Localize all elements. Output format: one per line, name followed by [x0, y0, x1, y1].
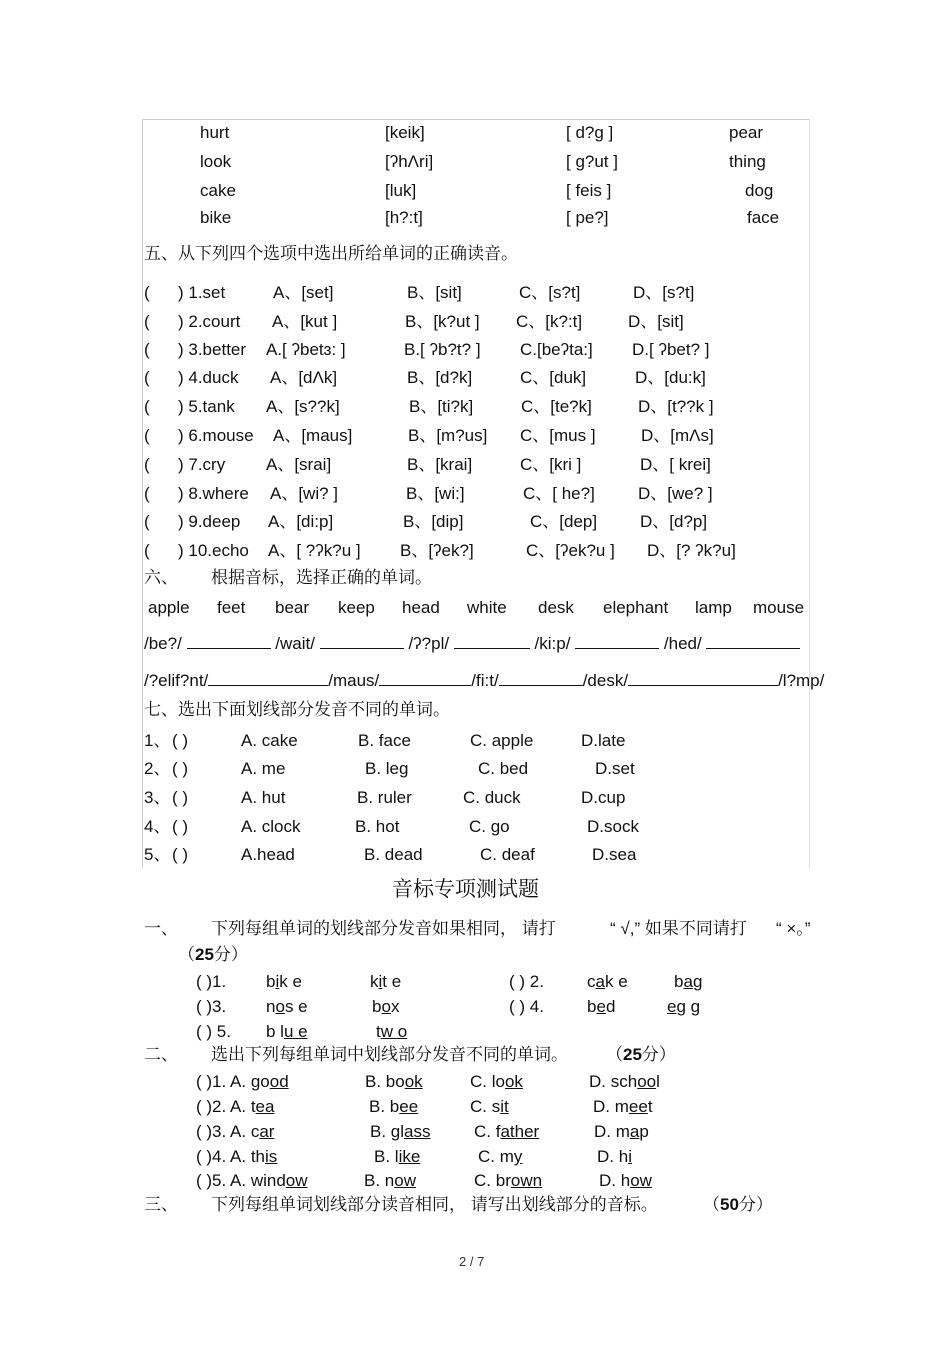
- sec7-number: 3、: [144, 788, 171, 807]
- sec6-word: white: [467, 598, 507, 617]
- sec7-option-d: D.sock: [587, 817, 639, 836]
- sec5-option-a: A、[maus]: [273, 426, 353, 445]
- match-col4-item: dog: [745, 181, 774, 200]
- sec7-option-c: C. go: [469, 817, 510, 836]
- p1-word2: eg g: [667, 997, 701, 1016]
- sec5-option-c: C、[duk]: [520, 368, 587, 387]
- page-number: 2 / 7: [459, 1254, 485, 1269]
- sec5-option-c: C、[ʔek?u ]: [526, 541, 615, 560]
- match-col3-item: [ g?ut ]: [566, 152, 618, 171]
- p2-score: （25分）: [606, 1045, 676, 1064]
- sec6-word: feet: [217, 598, 246, 617]
- match-col1-item: bike: [200, 208, 232, 227]
- sec6-line2: /?elif?nt/ /maus/ /fi:t/ /desk/ /l?mp/: [144, 671, 825, 690]
- sec6-word: apple: [148, 598, 190, 617]
- p1-cross: “ ×。”: [776, 919, 811, 938]
- sec7-option-a: A.head: [241, 845, 295, 864]
- sec5-paren: (: [144, 512, 150, 531]
- p2-question: ( )3. A. car: [196, 1122, 275, 1141]
- sec5-option-c: C.[beʔta:]: [520, 340, 593, 359]
- sec5-paren: (: [144, 426, 150, 445]
- p2-num: 二、: [144, 1045, 178, 1064]
- p3-score: （50分）: [703, 1195, 773, 1214]
- sec5-paren: (: [144, 340, 150, 359]
- sec6-word: desk: [538, 598, 574, 617]
- sec7-option-d: D.set: [595, 759, 635, 778]
- sec7-number: 2、: [144, 759, 171, 778]
- p1-word1: bik e: [266, 972, 302, 991]
- answer-blank[interactable]: [628, 669, 778, 686]
- p1-question: ( )1.: [196, 972, 227, 991]
- p3-num: 三、: [144, 1195, 178, 1214]
- sec5-option-b: B、[d?k]: [407, 368, 473, 387]
- p2-option-c: C. look: [470, 1072, 523, 1091]
- sec5-option-a: A.[ ʔbetɜ: ]: [266, 340, 346, 359]
- p2-option-c: C. brown: [474, 1171, 543, 1190]
- sec7-option-d: D.late: [581, 731, 626, 750]
- sec5-option-d: D、[mΛs]: [641, 426, 714, 445]
- sec7-option-c: C. apple: [470, 731, 534, 750]
- sec5-option-b: B、[ʔek?]: [400, 541, 474, 560]
- sec5-option-d: D.[ ʔbet? ]: [632, 340, 710, 359]
- sec7-option-c: C. duck: [463, 788, 521, 807]
- p2-option-d: D. hi: [597, 1147, 632, 1166]
- p1-word2: bag: [674, 972, 703, 991]
- sec7-option-a: A. cake: [241, 731, 298, 750]
- sec7-option-c: C. bed: [478, 759, 529, 778]
- sec5-question: ) 4.duck: [178, 368, 239, 387]
- p1-check: “ √,” 如果不同请打: [610, 919, 747, 938]
- sec5-option-c: C、[k?:t]: [516, 312, 583, 331]
- p2-text: 选出下列每组单词中划线部分发音不同的单词。: [211, 1045, 568, 1064]
- sec7-option-a: A. me: [241, 759, 286, 778]
- sec7-paren: ( ): [172, 788, 189, 807]
- sec5-option-a: A、[dΛk]: [270, 368, 338, 387]
- sec5-option-d: D、[du:k]: [635, 368, 706, 387]
- sec5-question: ) 3.better: [178, 340, 247, 359]
- p1-question: ( )3.: [196, 997, 227, 1016]
- sec5-option-b: B、[krai]: [407, 455, 473, 474]
- sec5-question: ) 7.cry: [178, 455, 226, 474]
- sec6-word: keep: [338, 598, 375, 617]
- sec5-option-a: A、[s??k]: [266, 397, 340, 416]
- sec5-option-d: D、[we? ]: [638, 484, 713, 503]
- test-title: 音标专项测试题: [392, 878, 539, 901]
- sec7-paren: ( ): [172, 731, 189, 750]
- sec7-number: 4、: [144, 817, 171, 836]
- sec5-paren: (: [144, 368, 150, 387]
- p1-word1: cak e: [587, 972, 628, 991]
- sec7-option-d: D.sea: [592, 845, 637, 864]
- sec7-paren: ( ): [172, 817, 189, 836]
- sec5-option-a: A、[ ?ʔk?u ]: [268, 541, 361, 560]
- p2-option-c: C. father: [474, 1122, 540, 1141]
- sec5-title: 五、从下列四个选项中选出所给单词的正确读音。: [144, 244, 518, 263]
- match-col4-item: thing: [729, 152, 766, 171]
- answer-blank[interactable]: [379, 669, 471, 686]
- p2-option-b: B. bee: [369, 1097, 419, 1116]
- p1-text: 下列每组单词的划线部分发音如果相同， 请打: [211, 919, 556, 938]
- sec6-word: head: [402, 598, 440, 617]
- p1-score: （25分）: [178, 945, 248, 964]
- sec6-title: 根据音标，选择正确的单词。: [211, 568, 432, 587]
- answer-blank[interactable]: [320, 632, 404, 649]
- sec5-paren: (: [144, 397, 150, 416]
- p1-word2: kit e: [370, 972, 402, 991]
- answer-blank[interactable]: [208, 669, 328, 686]
- match-col1-item: hurt: [200, 123, 230, 142]
- p3-text: 下列每组单词划线部分读音相同， 请写出划线部分的音标。: [211, 1195, 658, 1214]
- match-col2-item: [ʔhΛri]: [385, 152, 434, 171]
- sec7-option-d: D.cup: [581, 788, 626, 807]
- sec7-option-c: C. deaf: [480, 845, 535, 864]
- p1-question: ( ) 4.: [509, 997, 544, 1016]
- match-col3-item: [ pe?]: [566, 208, 609, 227]
- sec6-word: mouse: [753, 598, 805, 617]
- sec7-option-b: B. face: [358, 731, 411, 750]
- p1-word1: bed: [587, 997, 616, 1016]
- sec7-option-a: A. clock: [241, 817, 301, 836]
- answer-blank[interactable]: [187, 632, 271, 649]
- answer-blank[interactable]: [454, 632, 530, 649]
- p1-num: 一、: [144, 919, 178, 938]
- match-col2-item: [luk]: [385, 181, 417, 200]
- p1-question: ( ) 5.: [196, 1022, 231, 1041]
- sec5-paren: (: [144, 283, 150, 302]
- p2-question: ( )1. A. good: [196, 1072, 289, 1091]
- sec5-option-d: D、[ krei]: [640, 455, 711, 474]
- match-col2-item: [h?:t]: [385, 208, 423, 227]
- sec7-paren: ( ): [172, 845, 189, 864]
- p2-option-d: D. how: [599, 1171, 652, 1190]
- sec7-number: 1、: [144, 731, 171, 750]
- sec5-paren: (: [144, 484, 150, 503]
- p2-option-c: C. my: [478, 1147, 523, 1166]
- sec5-option-d: D、[d?p]: [640, 512, 708, 531]
- match-col3-item: [ d?g ]: [566, 123, 614, 142]
- answer-blank[interactable]: [575, 632, 659, 649]
- p2-option-b: B. glass: [370, 1122, 431, 1141]
- sec5-option-a: A、[kut ]: [272, 312, 338, 331]
- p2-option-d: D. meet: [593, 1097, 653, 1116]
- sec5-option-b: B、[ti?k]: [409, 397, 474, 416]
- sec7-option-b: B. ruler: [357, 788, 412, 807]
- sec5-option-b: B、[sit]: [407, 283, 462, 302]
- sec5-option-b: B.[ ʔb?t? ]: [404, 340, 481, 359]
- sec7-option-b: B. hot: [355, 817, 400, 836]
- sec5-option-d: D、[? ʔk?u]: [647, 541, 736, 560]
- sec7-option-b: B. dead: [364, 845, 423, 864]
- p2-question: ( )2. A. tea: [196, 1097, 275, 1116]
- sec5-paren: (: [144, 312, 150, 331]
- sec5-question: ) 5.tank: [178, 397, 235, 416]
- sec7-option-a: A. hut: [241, 788, 286, 807]
- sec5-option-d: D、[s?t]: [633, 283, 695, 302]
- p2-option-c: C. sit: [470, 1097, 509, 1116]
- sec5-option-c: C、[kri ]: [520, 455, 582, 474]
- sec5-option-a: A、[di:p]: [268, 512, 334, 531]
- sec5-option-c: C、[ he?]: [523, 484, 595, 503]
- sec7-option-b: B. leg: [365, 759, 409, 778]
- match-col4-item: face: [747, 208, 780, 227]
- sec5-option-b: B、[m?us]: [408, 426, 488, 445]
- sec5-option-c: C、[te?k]: [521, 397, 592, 416]
- sec5-question: ) 9.deep: [178, 512, 241, 531]
- sec5-option-b: B、[k?ut ]: [405, 312, 480, 331]
- p1-word1: b lu e: [266, 1022, 308, 1041]
- sec5-option-a: A、[set]: [273, 283, 334, 302]
- p2-option-b: B. book: [365, 1072, 423, 1091]
- p2-option-d: D. school: [589, 1072, 660, 1091]
- sec5-option-c: C、[dep]: [530, 512, 598, 531]
- p2-question: ( )4. A. this: [196, 1147, 278, 1166]
- sec5-paren: (: [144, 541, 150, 560]
- sec5-question: ) 8.where: [178, 484, 249, 503]
- sec5-option-b: B、[wi:]: [406, 484, 465, 503]
- sec5-option-b: B、[dip]: [403, 512, 464, 531]
- sec7-number: 5、: [144, 845, 171, 864]
- sec6-word: bear: [275, 598, 310, 617]
- sec7-paren: ( ): [172, 759, 189, 778]
- sec5-question: ) 1.set: [178, 283, 226, 302]
- match-col1-item: look: [200, 152, 232, 171]
- sec5-option-a: A、[wi? ]: [270, 484, 339, 503]
- sec5-option-a: A、[srai]: [266, 455, 332, 474]
- p2-option-b: B. like: [374, 1147, 421, 1166]
- sec5-option-d: D、[sit]: [628, 312, 684, 331]
- sec6-word: lamp: [695, 598, 732, 617]
- sec5-paren: (: [144, 455, 150, 474]
- p2-question: ( )5. A. window: [196, 1171, 308, 1190]
- p1-question: ( ) 2.: [509, 972, 544, 991]
- sec5-option-c: C、[mus ]: [520, 426, 596, 445]
- p2-option-b: B. now: [364, 1171, 416, 1190]
- match-col4-item: pear: [729, 123, 764, 142]
- answer-blank[interactable]: [706, 632, 800, 649]
- sec5-question: ) 2.court: [178, 312, 241, 331]
- sec5-question: ) 10.echo: [178, 541, 249, 560]
- sec6-line1: /be?/ /wait/ /ʔ?pl/ /ki:p/ /hed/: [144, 632, 800, 654]
- sec6-word: elephant: [603, 598, 669, 617]
- p1-word1: nos e: [266, 997, 308, 1016]
- match-col1-item: cake: [200, 181, 236, 200]
- p1-word2: tw o: [376, 1022, 408, 1041]
- match-col3-item: [ feis ]: [566, 181, 612, 200]
- match-col2-item: [keik]: [385, 123, 425, 142]
- sec5-question: ) 6.mouse: [178, 426, 254, 445]
- sec5-option-c: C、[s?t]: [519, 283, 581, 302]
- sec6-title-num: 六、: [144, 568, 178, 587]
- answer-blank[interactable]: [499, 669, 583, 686]
- p1-word2: box: [372, 997, 400, 1016]
- sec7-title: 七、选出下面划线部分发音不同的单词。: [144, 700, 450, 719]
- p2-option-d: D. map: [594, 1122, 649, 1141]
- sec5-option-d: D、[t??k ]: [638, 397, 714, 416]
